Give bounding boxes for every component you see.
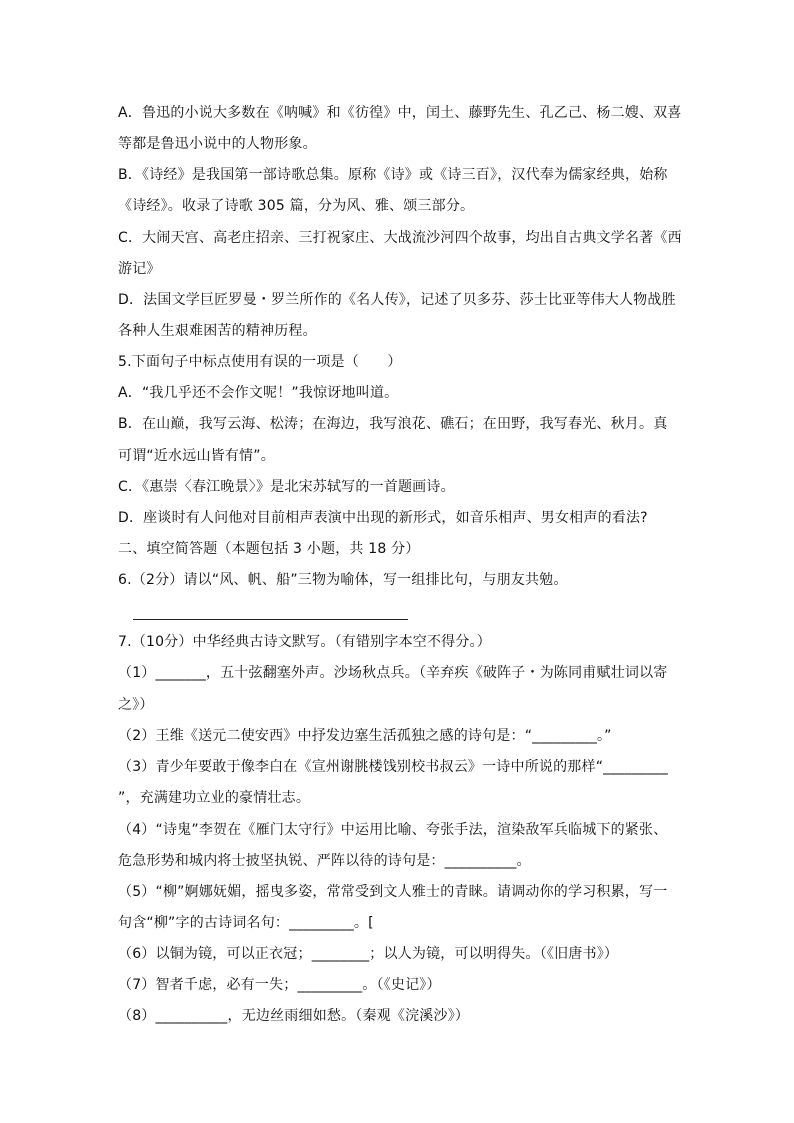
q7-item-3-line-1: （3）青少年要敢于像李白在《宣州谢朓楼饯别校书叔云》一诗中所说的那样“_________ — [118, 759, 668, 775]
option-a-line-2: 等都是鲁迅小说中的人物形象。 — [118, 136, 317, 152]
question-6: 6.（2分）请以“风、帆、船”三物为喻体，写一组排比句，与朋友共勉。 — [118, 572, 568, 588]
option-d-line-2: 各种人生艰难困苦的精神历程。 — [118, 323, 317, 339]
section-heading: 二、填空简答题（本题包括 3 小题，共 18 分） — [118, 541, 420, 557]
answer-blank-line — [133, 619, 408, 620]
option-c-line-1: C．大闹天宫、高老庄招亲、三打祝家庄、大战流沙河四个故事，均出自古典文学名著《西 — [118, 230, 682, 246]
option-c-line-2: 游记》 — [118, 261, 161, 277]
q7-item-1-line-1: （1）_______，五十弦翻塞外声。沙场秋点兵。（辛弃疾《破阵子・为陈同甫赋壮词以寄 — [118, 665, 668, 681]
q7-item-4-line-1: （4）“诗鬼”李贺在《雁门太守行》中运用比喻、夸张手法，渲染敌军兵临城下的紧张、 — [118, 822, 668, 838]
q5-option-d: D．座谈时有人问他对目前相声表演中出现的新形式，如音乐相声、男女相声的看法? — [118, 510, 648, 526]
q7-item-8: （8）__________，无边丝雨细如愁。（秦观《浣溪沙》） — [118, 1008, 470, 1024]
option-a-line-1: A．鲁迅的小说大多数在《呐喊》和《彷徨》中，闰土、藤野先生、孔乙己、杨二嫂、双喜 — [118, 105, 682, 121]
q7-item-5-line-1: （5）“柳”婀娜妩媚，摇曳多姿，常常受到文人雅士的青睐。请调动你的学习积累，写一 — [118, 884, 668, 900]
q7-item-2: （2）王维《送元二使安西》中抒发边塞生活孤独之感的诗句是：“_________。” — [118, 728, 612, 744]
q5-option-b-line-1: B．在山巅，我写云海、松涛；在海边，我写浪花、礁石；在田野，我写春光、秋月。真 — [118, 416, 668, 432]
q5-option-a: A．“我几乎还不会作文呢！”我惊讶地叫道。 — [118, 385, 399, 401]
question-5: 5.下面句子中标点使用有误的一项是（ ） — [118, 354, 402, 370]
q5-option-c: C．《惠崇〈春江晚景〉》是北宋苏轼写的一首题画诗。 — [118, 479, 455, 495]
q7-item-3-line-2: ”，充满建功立业的豪情壮志。 — [118, 790, 311, 806]
option-b-line-1: B．《诗经》是我国第一部诗歌总集。原称《诗》或《诗三百》，汉代奉为儒家经典，始称 — [118, 167, 668, 183]
q7-item-4-line-2: 危急形势和城内将士披坚执锐、严阵以待的诗句是：__________。 — [118, 853, 531, 869]
question-7: 7.（10分）中华经典古诗文默写。（有错别字本空不得分。） — [118, 634, 491, 650]
option-d-line-1: D．法国文学巨匠罗曼・罗兰所作的《名人传》，记述了贝多芬、莎士比亚等伟大人物战胜 — [118, 292, 676, 308]
q7-item-7: （7）智者千虑，必有一失；_________。（《史记》） — [118, 977, 441, 993]
q7-item-6: （6）以铜为镜，可以正衣冠；________；以人为镜，可以明得失。（《旧唐书》） — [118, 946, 619, 962]
q7-item-1-line-2: 之》） — [118, 697, 154, 713]
q7-item-5-line-2: 句含“柳”字的古诗词名句：_________。[ — [118, 915, 374, 931]
q5-option-b-line-2: 可谓“近水远山皆有情”。 — [118, 448, 275, 464]
option-b-line-2: 《诗经》。收录了诗歌 305 篇，分为风、雅、颂三部分。 — [118, 198, 475, 214]
